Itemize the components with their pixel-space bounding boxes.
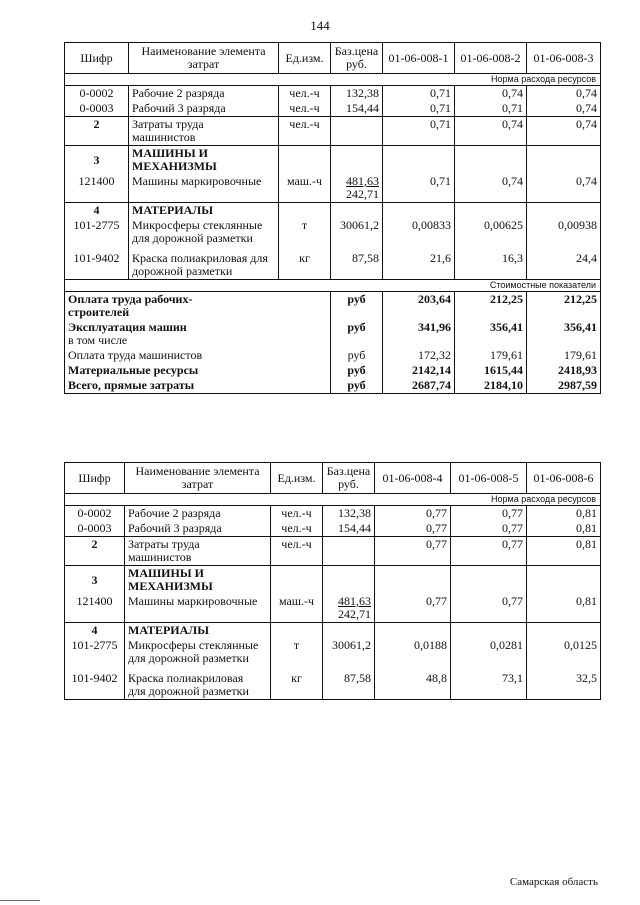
norm-label-row: [65, 494, 601, 506]
row-value: 0,77: [375, 521, 451, 537]
row-name: Микросферы стеклянные для дорожной разметки: [129, 218, 279, 246]
row-price: 132,38: [323, 506, 375, 522]
row-price: 481,63 242,71: [323, 594, 375, 623]
row-code: 101-9402: [65, 246, 129, 280]
summary-unit: руб: [331, 292, 383, 321]
row-code: 0-0002: [65, 86, 129, 102]
region-footer: Самарская область: [509, 876, 598, 888]
row-value: 32,5: [527, 666, 601, 700]
row-value: 0,81: [527, 537, 601, 566]
row-code: 2: [65, 117, 129, 146]
summary-value: 179,61: [455, 348, 527, 363]
norm-label-row: [65, 74, 601, 86]
table-row: [65, 638, 601, 666]
page-number: 144: [310, 18, 330, 33]
row-code: 121400: [65, 594, 125, 623]
resource-table-1: [64, 42, 601, 394]
norm-label: Норма расхода ресурсов: [65, 74, 601, 86]
cost-label: Стоимостные показатели: [65, 280, 601, 292]
section-row: [65, 566, 601, 595]
row-code: 101-2775: [65, 638, 125, 666]
row-name: Рабочие 2 разряда: [125, 506, 271, 522]
row-value: 0,74: [527, 101, 601, 117]
row-value: 0,77: [375, 537, 451, 566]
summary-value: 356,41: [455, 320, 527, 348]
col-name-header: Наименование элемента затрат: [129, 43, 279, 74]
col-code-5-header: 01-06-008-5: [451, 463, 527, 494]
row-price: [331, 117, 383, 146]
row-unit: чел.-ч: [271, 537, 323, 566]
summary-value: 1615,44: [455, 363, 527, 378]
col-code-2-header: 01-06-008-2: [455, 43, 527, 74]
row-unit: чел.-ч: [279, 117, 331, 146]
row-price: 30061,2: [331, 218, 383, 246]
row-name: Машины маркировочные: [125, 594, 271, 623]
row-value: 0,81: [527, 521, 601, 537]
row-code: 2: [65, 537, 125, 566]
col-price-header: Баз.цена руб.: [323, 463, 375, 494]
page-edge-divider: [0, 900, 40, 901]
row-price: 154,44: [331, 101, 383, 117]
row-value: 48,8: [375, 666, 451, 700]
row-value: 0,81: [527, 506, 601, 522]
row-value: 0,00625: [455, 218, 527, 246]
col-code-header: Шифр: [65, 43, 129, 74]
summary-name: Материальные ресурсы: [65, 363, 331, 378]
table-row: [65, 537, 601, 566]
table-row: [65, 218, 601, 246]
table-header: [65, 463, 601, 494]
summary-name: Оплата труда рабочих- строителей: [65, 292, 331, 321]
col-code-4-header: 01-06-008-4: [375, 463, 451, 494]
table-row: [65, 506, 601, 522]
section-title: МАШИНЫ И МЕХАНИЗМЫ: [129, 146, 279, 175]
row-price: 87,58: [323, 666, 375, 700]
row-name: Микросферы стеклянные для дорожной разметки: [125, 638, 271, 666]
table-row: [65, 521, 601, 537]
norm-label: Норма расхода ресурсов: [65, 494, 601, 506]
row-price: 154,44: [323, 521, 375, 537]
row-unit: кг: [279, 246, 331, 280]
table-row: [65, 174, 601, 203]
summary-unit: руб: [331, 348, 383, 363]
table-row: [65, 594, 601, 623]
resource-table-2: [64, 462, 601, 700]
row-value: 73,1: [451, 666, 527, 700]
col-code-header: Шифр: [65, 463, 125, 494]
table-row: [65, 86, 601, 102]
summary-unit: руб: [331, 363, 383, 378]
summary-value: 2418,93: [527, 363, 601, 378]
summary-value: 172,32: [383, 348, 455, 363]
row-name: Рабочие 2 разряда: [129, 86, 279, 102]
row-name: Затраты труда машинистов: [129, 117, 279, 146]
row-code: 121400: [65, 174, 129, 203]
col-code-1-header: 01-06-008-1: [383, 43, 455, 74]
section-row: [65, 623, 601, 639]
row-code: 3: [65, 146, 129, 175]
table-row: [65, 101, 601, 117]
row-value: 0,74: [455, 86, 527, 102]
row-value: 21,6: [383, 246, 455, 280]
section-title: МАШИНЫ И МЕХАНИЗМЫ: [125, 566, 271, 595]
section-title: МАТЕРИАЛЫ: [125, 623, 271, 639]
row-code: 0-0003: [65, 521, 125, 537]
col-code-6-header: 01-06-008-6: [527, 463, 601, 494]
row-unit: т: [271, 638, 323, 666]
row-value: 0,74: [455, 174, 527, 203]
summary-value: 2184,10: [455, 378, 527, 394]
row-unit: чел.-ч: [279, 101, 331, 117]
row-value: 0,74: [527, 174, 601, 203]
row-value: 0,77: [375, 594, 451, 623]
summary-value: 203,64: [383, 292, 455, 321]
summary-value: 212,25: [455, 292, 527, 321]
summary-name: Эксплуатация машин в том числе: [65, 320, 331, 348]
summary-value: 2142,14: [383, 363, 455, 378]
row-value: 24,4: [527, 246, 601, 280]
row-value: 0,74: [455, 117, 527, 146]
row-value: 0,71: [383, 174, 455, 203]
row-value: 0,0281: [451, 638, 527, 666]
col-unit-header: Ед.изм.: [271, 463, 323, 494]
row-code: 0-0003: [65, 101, 129, 117]
row-value: 0,74: [527, 86, 601, 102]
summary-value: 2687,74: [383, 378, 455, 394]
row-price: 481,63 242,71: [331, 174, 383, 203]
row-name: Рабочий 3 разряда: [125, 521, 271, 537]
row-name: Рабочий 3 разряда: [129, 101, 279, 117]
row-code: 101-2775: [65, 218, 129, 246]
summary-row: [65, 320, 601, 348]
row-value: 0,0125: [527, 638, 601, 666]
row-price: [323, 537, 375, 566]
row-code: 4: [65, 623, 125, 639]
col-price-header: Баз.цена руб.: [331, 43, 383, 74]
row-code: 101-9402: [65, 666, 125, 700]
row-price: 132,38: [331, 86, 383, 102]
col-unit-header: Ед.изм.: [279, 43, 331, 74]
summary-name: Оплата труда машинистов: [65, 348, 331, 363]
row-code: 0-0002: [65, 506, 125, 522]
row-unit: чел.-ч: [279, 86, 331, 102]
row-value: 0,71: [383, 101, 455, 117]
row-price: 30061,2: [323, 638, 375, 666]
cost-label-row: [65, 280, 601, 292]
summary-value: 356,41: [527, 320, 601, 348]
summary-row: [65, 363, 601, 378]
table-header: [65, 43, 601, 74]
row-value: 16,3: [455, 246, 527, 280]
row-value: 0,77: [451, 506, 527, 522]
col-code-3-header: 01-06-008-3: [527, 43, 601, 74]
summary-value: 341,96: [383, 320, 455, 348]
row-unit: чел.-ч: [271, 506, 323, 522]
row-value: 0,81: [527, 594, 601, 623]
row-value: 0,71: [383, 117, 455, 146]
table-row: [65, 246, 601, 280]
row-unit: маш.-ч: [279, 174, 331, 203]
row-value: 0,77: [451, 521, 527, 537]
section-title: МАТЕРИАЛЫ: [129, 203, 279, 219]
row-code: 3: [65, 566, 125, 595]
row-price: 87,58: [331, 246, 383, 280]
row-name: Затраты труда машинистов: [125, 537, 271, 566]
summary-row: [65, 348, 601, 363]
summary-unit: руб: [331, 378, 383, 394]
summary-unit: руб: [331, 320, 383, 348]
row-value: 0,77: [375, 506, 451, 522]
row-name: Машины маркировочные: [129, 174, 279, 203]
row-name: Краска полиакриловая для дорожной разметки: [125, 666, 271, 700]
summary-row: [65, 292, 601, 321]
row-code: 4: [65, 203, 129, 219]
row-value: 0,74: [527, 117, 601, 146]
summary-row: [65, 378, 601, 394]
row-value: 0,77: [451, 537, 527, 566]
section-row: [65, 146, 601, 175]
row-value: 0,00833: [383, 218, 455, 246]
row-unit: кг: [271, 666, 323, 700]
summary-value: 179,61: [527, 348, 601, 363]
table-row: [65, 666, 601, 700]
row-value: 0,71: [455, 101, 527, 117]
col-name-header: Наименование элемента затрат: [125, 463, 271, 494]
summary-value: 2987,59: [527, 378, 601, 394]
row-unit: т: [279, 218, 331, 246]
section-row: [65, 203, 601, 219]
row-value: 0,71: [383, 86, 455, 102]
table-row: [65, 117, 601, 146]
summary-value: 212,25: [527, 292, 601, 321]
row-unit: чел.-ч: [271, 521, 323, 537]
row-value: 0,0188: [375, 638, 451, 666]
row-unit: маш.-ч: [271, 594, 323, 623]
row-value: 0,00938: [527, 218, 601, 246]
row-name: Краска полиакриловая для дорожной разметки: [129, 246, 279, 280]
row-value: 0,77: [451, 594, 527, 623]
summary-name: Всего, прямые затраты: [65, 378, 331, 394]
